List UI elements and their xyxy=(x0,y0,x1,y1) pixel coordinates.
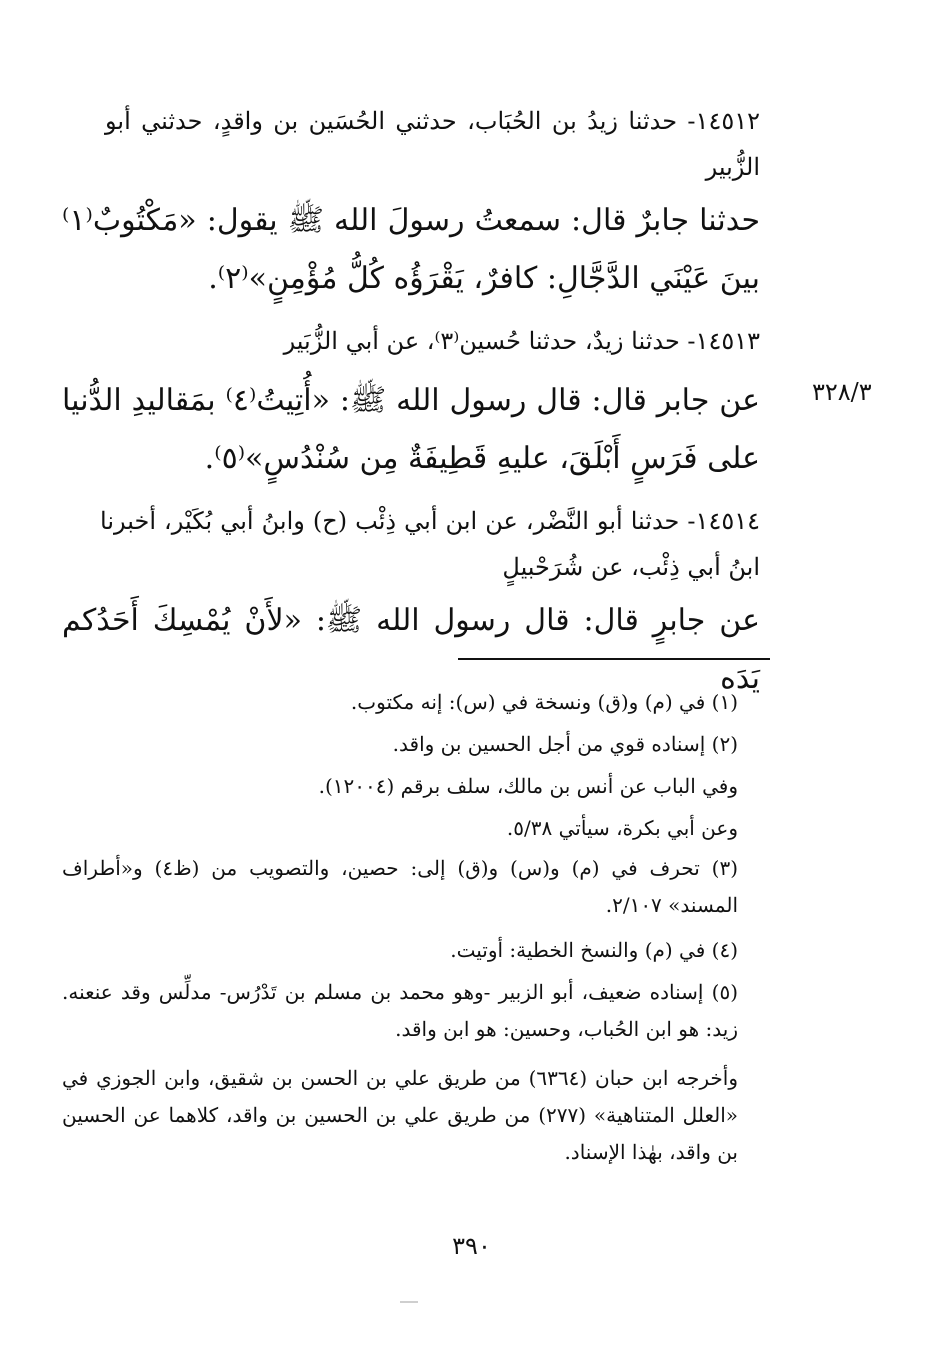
footnote-2-related-abu-bakra: وعن أبي بكرة، سيأتي ٥/٣٨. xyxy=(506,816,738,840)
hadith-14512-isnad: ١٤٥١٢- حدثنا زيدُ بن الحُبَاب، حدثني الحُسَين بن واقدٍ، حدثني أبو الزُّبير xyxy=(105,107,760,181)
hadith-14514-matn: عن جابرٍ قال: قال رسول الله ﷺ: «لأَنْ يُمْسِكَ أَحَدُكم يَدَه xyxy=(62,603,760,696)
hadith-14513-isnad: ١٤٥١٣- حدثنا زيدٌ، حدثنا حُسين⁽٣⁾، عن أبي الزُّبَير xyxy=(283,327,760,355)
footnote-5: (٥) إسناده ضعيف، أبو الزبير -وهو محمد بن مسلم بن تَدْرُس- مدلِّس وقد عنعنه. زيد: هو ابن الحُباب، وحسين: هو ابن واقد. xyxy=(62,980,738,1041)
hadith-14513-matn: عن جابر قال: قال رسول الله ﷺ: «أُتِيتُ⁽٤⁾ بمَقاليدِ الدُّنيا على فَرَسٍ أَبْلَقَ، عليهِ قَطِيفَةٌ مِن سُنْدُسٍ»⁽٥⁾. xyxy=(62,383,760,476)
footnote-4: (٤) في (م) والنسخ الخطية: أوتيت. xyxy=(450,938,738,962)
page-number: ٣٩٠ xyxy=(452,1232,491,1260)
footnote-2-related-anas: وفي الباب عن أنس بن مالك، سلف برقم (١٢٠٠٤). xyxy=(318,774,738,798)
scan-mark xyxy=(400,1301,418,1303)
hadith-14512-matn: حدثنا جابرٌ قال: سمعتُ رسولَ الله ﷺ يقول: «مَكْتُوبٌ⁽١⁾ بينَ عَيْنَي الدَّجَّالِ: كافرٌ، يَقْرَؤُه كُلُّ مُؤْمِنٍ»⁽٢⁾. xyxy=(62,203,760,296)
footnote-5-takhrij: وأخرجه ابن حبان (٦٣٦٤) من طريق علي بن الحسن بن شقيق، وابن الجوزي في «العلل المتناهية» (٢٧٧) من طريق علي بن الحسين بن واقد، كلاهما عن الحسين بن واقد، بهٰذا الإسناد. xyxy=(62,1066,738,1164)
margin-volume-page-marker: ٣٢٨/٣ xyxy=(812,378,872,406)
footnote-3: (٣) تحرف في (م) و(س) و(ق) إلى: حصين، والتصويب من (ظ٤) و«أطراف المسند» ٢/١٠٧. xyxy=(62,856,738,917)
hadith-14514-isnad: ١٤٥١٤- حدثنا أبو النَّضْر، عن ابن أبي ذِئْب (ح) وابنُ أبي بُكَيْر، أخبرنا ابنُ أبي ذِئْب، عن شُرَحْبيلٍ xyxy=(100,507,760,581)
footnote-1: (١) في (م) و(ق) ونسخة في (س): إنه مكتوب. xyxy=(350,690,738,714)
footnote-separator-line xyxy=(458,658,770,660)
footnote-2: (٢) إسناده قوي من أجل الحسين بن واقد. xyxy=(392,732,738,756)
